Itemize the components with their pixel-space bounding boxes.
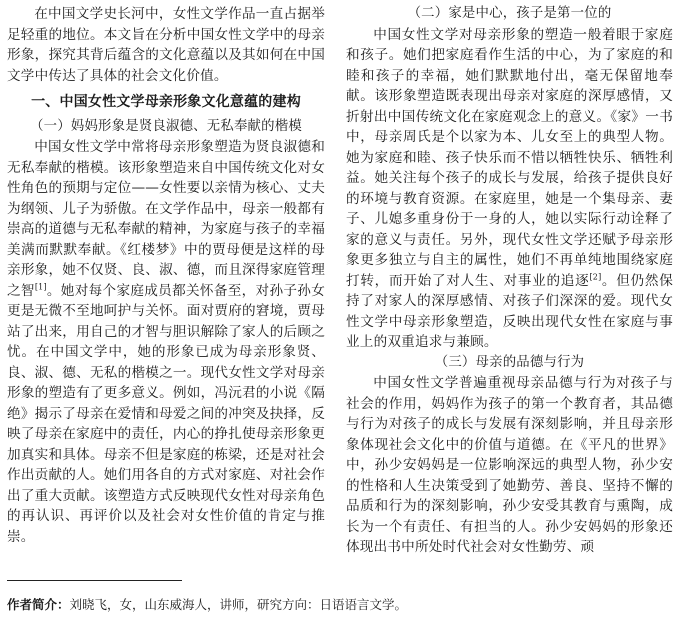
- section-title: 一、中国女性文学母亲形象文化意蕴的建构: [31, 94, 301, 110]
- right-column: [346, 4, 673, 558]
- paragraph-2-part-a: 中国女性文学对母亲形象的塑造一般着眼于家庭和孩子。她们把家庭看作生活的中心，为了家庭的和睦和孩子的幸福，她们默默地付出，毫无保留地奉献。该形象塑造既表现出母亲对家庭的深厚感情，又折射出中国传统文化在家庭观念上的意义。《家》一书中，母亲周氏是个以家为本、儿女至上的典型人物。她为家庭和睦、孩子快乐而不惜以牺牲快乐、牺牲利益。她关注每个孩子的成长与发展，给孩子提供良好的环境与教育资源。在家庭里，她是一个集母亲、妻子、儿媳多重身份于一身的人，她以实际行动诠释了家的意义与责任。另外，现代女性文学还赋予母亲形象更多独立与自主的属性，她们不再单纯地围绕家庭打转，而开始了对人生、对事业的追逐: [346, 26, 673, 289]
- paragraph-3: 中国女性文学普遍重视母亲品德与行为对孩子与社会的作用，妈妈作为孩子的第一个教育者，其品德与行为对孩子的成长与发展有深刻影响，并且母亲形象体现社会文化中的价值与道德。在《平凡的世界》中，孙少安妈妈是一位影响深远的典型人物，孙少安的性格和人生决策受到了她勤劳、善良、坚持不懈的品质和行为的深刻影响，孙少安受其教育与熏陶，成长为一个有责任、有担当的人。孙少安妈妈的形象还体现出书中所处时代社会对女性勤劳、顽: [346, 375, 673, 555]
- paragraph-1-part-b: 。她对每个家庭成员都关怀备至，对孙子孙女更是无微不至地呵护与关怀。面对贾府的窘境，贾母站了出来，用自己的才智与胆识解除了家人的后顾之忧。在中国文学中，她的形象已成为母亲形象贤、良、淑、德、无私的楷模之一。现代女性文学对母亲形象的塑造有了更多意义。例如，冯沅君的小说《隔绝》揭示了母亲在爱情和母爱之间的冲突及抉择，反映了母亲在家庭中的责任，内心的挣扎使母亲形象更加真实和具体。母亲不但是家庭的栋梁，还是对社会作出贡献的人。她们用各自的方式对家庭、对社会作出了重大贡献。该塑造方式反映现代女性对母亲角色的再认识、再评价以及社会对女性价值的肯定与推崇。: [7, 282, 325, 545]
- intro-paragraph: 在中国文学史长河中，女性文学作品一直占据举足轻重的地位。本文旨在分析中国女性文学中的母亲形象，探究其背后蕴含的文化意蕴以及其如何在中国文学中传达了具体的社会文化价值。: [7, 6, 325, 84]
- paragraph-2-part-b: 。但仍然保持了对家人的深厚感情、对孩子们深深的爱。现代女性文学中母亲形象塑造，反映出现代女性在家庭与事业上的双重追求与兼顾。: [346, 272, 673, 350]
- left-column: [7, 4, 325, 547]
- paragraph-2: [346, 25, 673, 353]
- paragraph-1-part-a: 中国女性文学中常将母亲形象塑造为贤良淑德和无私奉献的楷模。该形象塑造来自中国传统文化对女性角色的预期与定位——女性要以亲情为核心、丈夫为纲领、儿子为骄傲。在文学作品中，母亲一般都有崇高的道德与无私奉献的精神，为家庭与孩子的幸福美满而默默奉献。《红楼梦》中的贾母便是这样的母亲形象，她不仅贤、良、淑、德，而且深得家庭管理之智: [7, 139, 325, 299]
- author-label: 作者简介：: [7, 597, 70, 612]
- reference-2: [2]: [589, 271, 602, 281]
- subsection-title-3: （三）母亲的品德与行为: [434, 354, 585, 370]
- reference-1: [1]: [34, 281, 47, 291]
- paragraph-1: [7, 137, 325, 547]
- subsection-title-2: （二）家是中心，孩子是第一位的: [407, 6, 612, 21]
- author-info: 刘晓飞，女，山东威海人，讲师，研究方向：日语语言文学。: [69, 597, 408, 612]
- subsection-title-1: （一）妈妈形象是贤良淑德、无私奉献的楷模: [30, 118, 302, 134]
- author-footnote: [7, 597, 407, 613]
- footnote-divider: [7, 580, 182, 581]
